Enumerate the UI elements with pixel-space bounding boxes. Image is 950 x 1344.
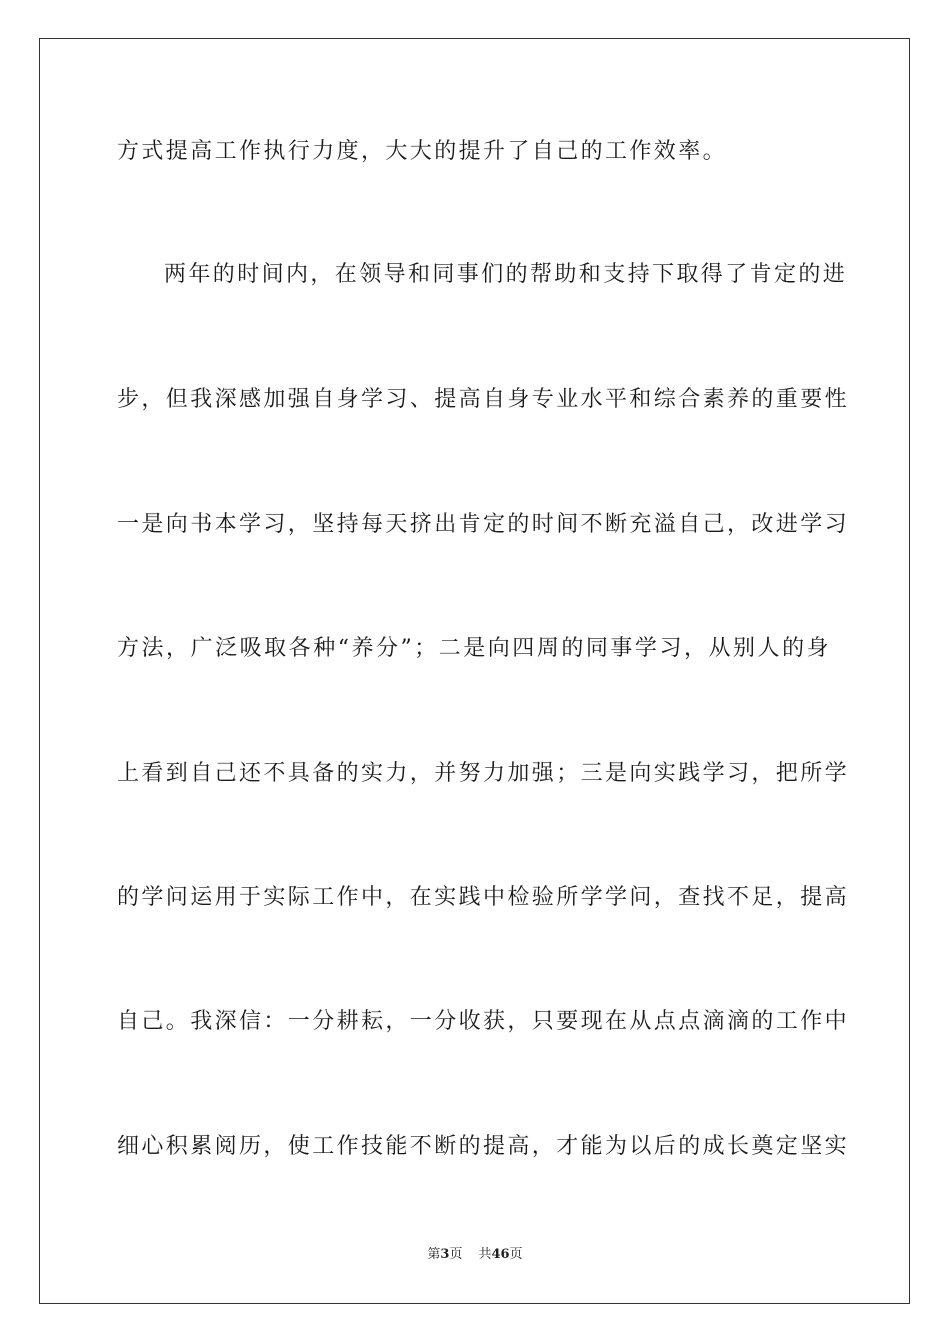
page-suffix: 页 (449, 1247, 463, 1262)
paragraph-line: 的学问运用于实际工作中，在实践中检验所学学问，查找不足，提高 (117, 885, 850, 910)
total-suffix: 页 (509, 1247, 523, 1262)
paragraph-line: 步，但我深感加强自身学习、提高自身专业水平和综合素养的重要性 (117, 387, 850, 412)
page-footer (0, 1246, 950, 1264)
total-prefix: 共 (478, 1247, 492, 1262)
total-pages: 46 (491, 1247, 510, 1262)
page-frame (39, 38, 910, 1304)
paragraph-line: 自己。我深信：一分耕耘，一分收获，只要现在从点点滴滴的工作中 (117, 1009, 850, 1034)
paragraph-line: 两年的时间内，在领导和同事们的帮助和支持下取得了肯定的进 (164, 262, 848, 287)
paragraph-line: 细心积累阅历，使工作技能不断的提高，才能为以后的成长奠定坚实 (117, 1134, 850, 1159)
paragraph-line: 方式提高工作执行力度，大大的提升了自己的工作效率。 (117, 139, 728, 164)
page-number: 3 (440, 1247, 450, 1262)
paragraph-line: 上看到自己还不具备的实力，并努力加强；三是向实践学习，把所学 (117, 761, 850, 786)
paragraph-line: 一是向书本学习，坚持每天挤出肯定的时间不断充溢自己，改进学习 (117, 512, 850, 537)
page-prefix: 第 (427, 1247, 441, 1262)
paragraph-line: 方法，广泛吸取各种“养分”；二是向四周的同事学习，从别人的身 (117, 636, 831, 661)
